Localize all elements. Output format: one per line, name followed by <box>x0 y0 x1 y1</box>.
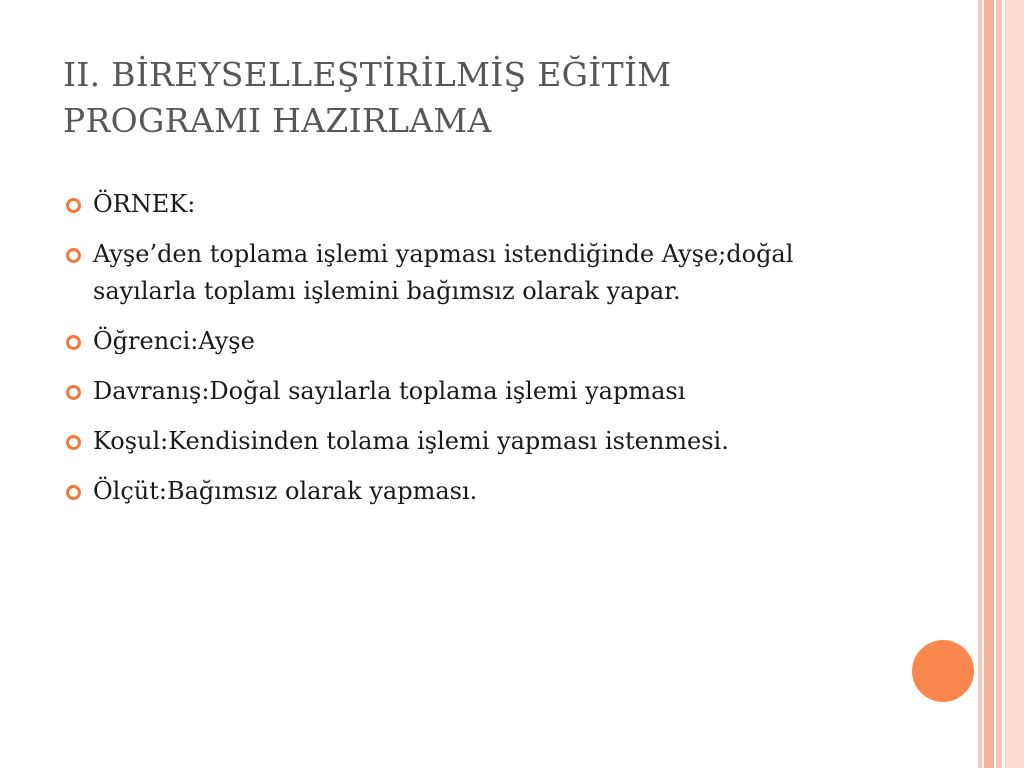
bullet-text: Ayşe’den toplama işlemi yapması istendiğinde Ayşe;doğal sayılarla toplamı işlemini bağımsız olarak yapar. <box>93 240 794 305</box>
slide-title-line-1: II. BİREYSELLEŞTİRİLMİŞ EĞİTİM <box>63 55 672 94</box>
bullet-icon <box>66 385 81 400</box>
slide-title <box>63 52 943 144</box>
bullet-text: Koşul:Kendisinden tolama işlemi yapması istenmesi. <box>93 427 729 455</box>
bullet-icon <box>66 435 81 450</box>
border-stripe <box>984 0 994 768</box>
bullet-item <box>63 473 903 510</box>
bullet-text: Ölçüt:Bağımsız olarak yapması. <box>93 477 478 505</box>
bullet-item <box>63 323 903 360</box>
bullet-icon <box>66 248 81 263</box>
bullet-icon <box>66 485 81 500</box>
bullet-item <box>63 236 903 310</box>
bullet-text: Öğrenci:Ayşe <box>93 327 255 355</box>
bullet-item <box>63 373 903 410</box>
bullet-item <box>63 423 903 460</box>
bullet-list <box>63 186 903 523</box>
bullet-text: Davranış:Doğal sayılarla toplama işlemi yapması <box>93 377 686 405</box>
bullet-icon <box>66 198 81 213</box>
slide-title-line-2: PROGRAMI HAZIRLAMA <box>63 101 492 140</box>
decorative-circle-icon <box>912 640 974 702</box>
border-stripe <box>1005 0 1024 768</box>
bullet-item <box>63 186 903 223</box>
bullet-icon <box>66 335 81 350</box>
bullet-text: ÖRNEK: <box>93 190 196 218</box>
